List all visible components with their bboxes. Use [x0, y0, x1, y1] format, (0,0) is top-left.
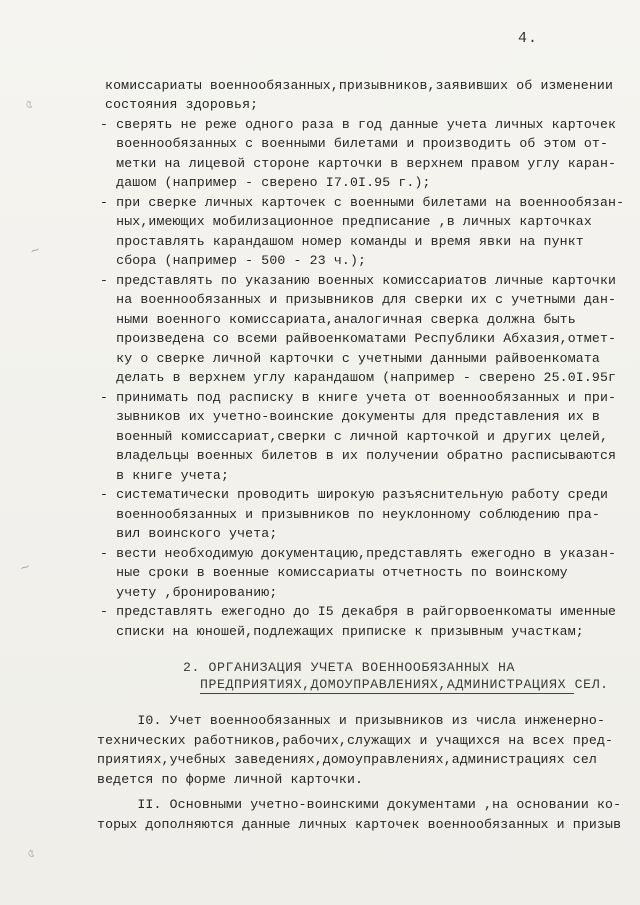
text-line: проставлять карандашом номер команды и время явки на пункт: [100, 234, 584, 249]
text-line: - систематически проводить широкую разъяснительную работу среди: [100, 487, 609, 502]
paragraph-line: II. Основными учетно-воинскими документами ,на основании ко-: [97, 797, 622, 812]
margin-smudge: ~: [17, 558, 33, 576]
paragraph-line: ведется по форме личной карточки.: [97, 772, 364, 787]
text-line: метки на лицевой стороне карточки в верхнем правом углу каран-: [100, 156, 617, 171]
text-line: - принимать под расписку в книге учета от военнообязанных и при-: [100, 390, 617, 405]
text-line: вил воинского учета;: [100, 526, 278, 541]
text-line: в книге учета;: [100, 468, 230, 483]
text-line: ных,имеющих мобилизационное предписание ,в личных карточках: [100, 214, 592, 229]
text-line: военнообязанных с военными билетами и производить об этом от-: [100, 136, 609, 151]
page-number: 4.: [518, 30, 539, 47]
margin-smudge: ৫: [23, 96, 36, 113]
text-line: военнообязанных и призывников по неуклонному соблюдению пра-: [100, 507, 600, 522]
margin-smudge: ৫: [25, 845, 38, 862]
text-line: на военнообязанных и призывников для сверки их с учетными дан-: [100, 292, 617, 307]
text-line: - вести необходимую документацию,представлять ежегодно в указан-: [100, 546, 617, 561]
text-line: - при сверке личных карточек с военными билетами на военнообязан-: [100, 195, 625, 210]
text-line: - представлять по указанию военных комиссариатов личные карточки: [100, 273, 617, 288]
margin-smudge: ~: [27, 241, 43, 259]
section-heading-line1: 2. ОРГАНИЗАЦИЯ УЧЕТА ВОЕННООБЯЗАННЫХ НА: [183, 660, 516, 675]
text-line: зывников их учетно-воинские документы для представления их в: [100, 409, 600, 424]
text-line: военный комиссариат,сверки с личной карточкой и других целей,: [100, 429, 609, 444]
paragraph-line: торых дополняются данные личных карточек военнообязанных и призыв: [97, 817, 622, 832]
paragraph-line: приятиях,учебных заведениях,домоуправлениях,администрациях сел: [97, 752, 597, 767]
text-line: произведена со всеми райвоенкоматами Республики Абхазия,отмет-: [100, 331, 617, 346]
text-line: комиссариаты военнообязанных,призывников,заявивших об изменении: [105, 78, 614, 93]
text-line: состояния здоровья;: [105, 97, 259, 112]
text-line: - сверять не реже одного раза в год данные учета личных карточек: [100, 117, 617, 132]
text-line: ными военного комиссариата,аналогичная сверка должна быть: [100, 312, 576, 327]
paragraph-line: технических работников,рабочих,служащих и учащихся на всех пред-: [97, 733, 614, 748]
text-line: - представлять ежегодно до I5 декабря в райгорвоенкоматы именные: [100, 604, 617, 619]
section-heading-line2: ПРЕДПРИЯТИЯХ,ДОМОУПРАВЛЕНИЯХ,АДМИНИСТРАЦИЯХ СЕЛ.: [200, 677, 609, 692]
text-line: сбора (например - 500 - 23 ч.);: [100, 253, 367, 268]
text-line: владельцы военных билетов в их получении обратно расписываются: [100, 448, 617, 463]
text-line: ку о сверке личной карточки с учетными данными райвоенкомата: [100, 351, 600, 366]
paragraph-line: I0. Учет военнообязанных и призывников из числа инженерно-: [97, 713, 606, 728]
text-line: делать в верхнем углу карандашом (например - сверено 25.0I.95г: [100, 370, 617, 385]
text-line: списки на юношей,подлежащих приписке к призывным участкам;: [100, 624, 584, 639]
text-line: учету ,бронированию;: [100, 585, 278, 600]
heading-underline: [200, 693, 574, 694]
text-line: дашом (например - сверено I7.0I.95 г.);: [100, 175, 431, 190]
text-line: ные сроки в военные комиссариаты отчетность по воинскому: [100, 565, 568, 580]
